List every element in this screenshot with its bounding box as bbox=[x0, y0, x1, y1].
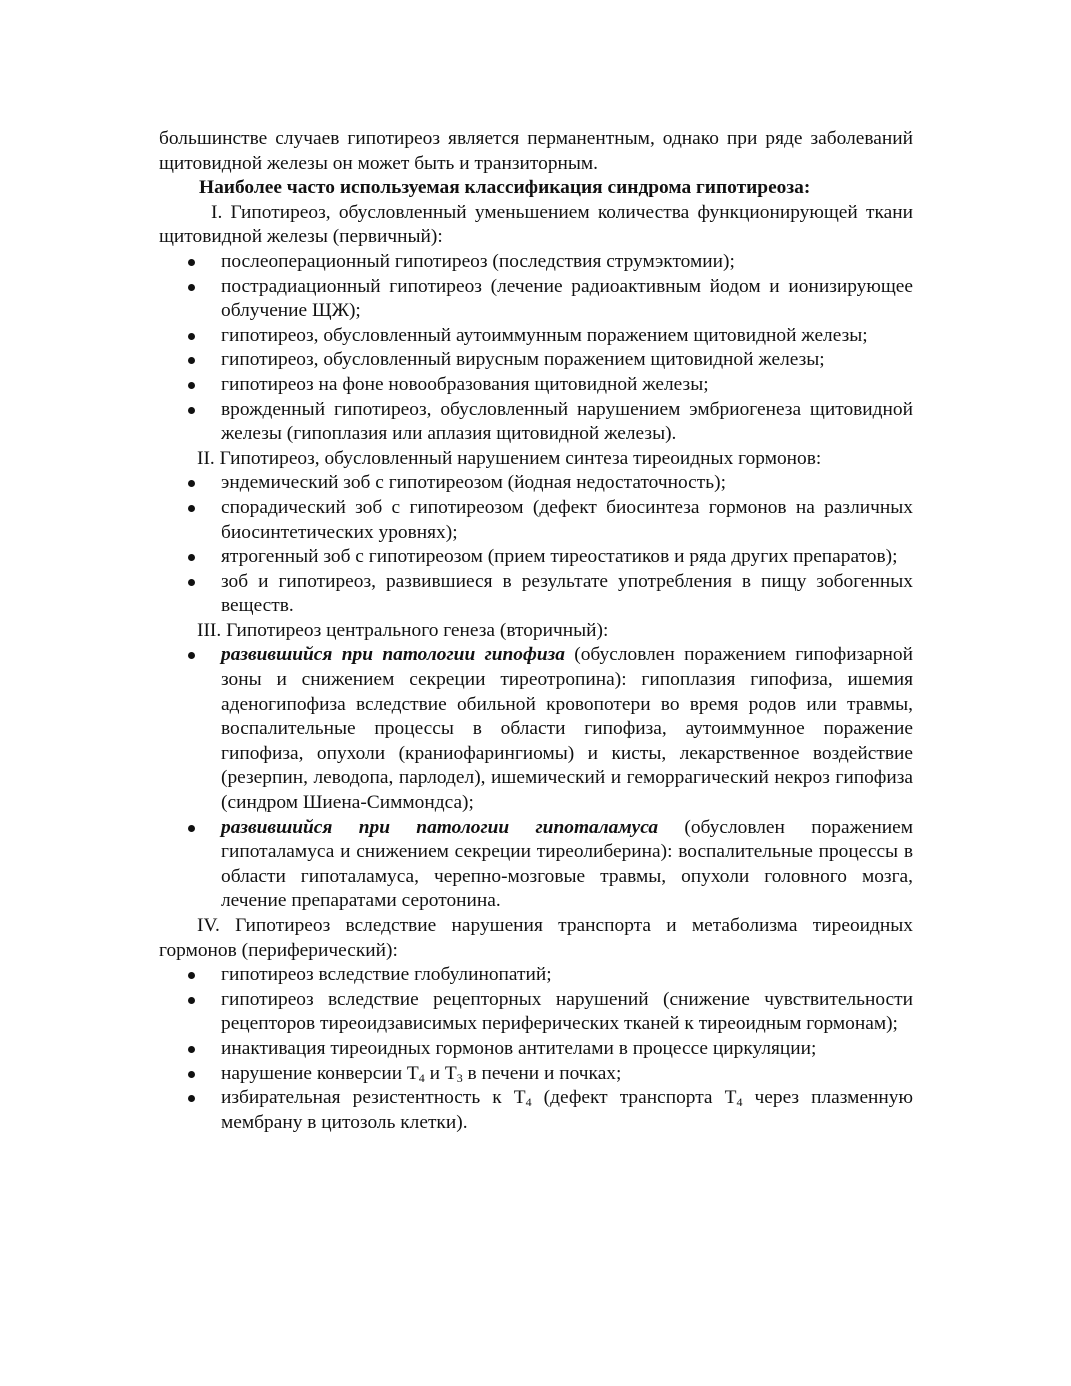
list-item: спорадический зоб с гипотиреозом (дефект биосинтеза гормонов на различных биосинтетических уровнях); bbox=[159, 496, 913, 545]
bullet-icon bbox=[188, 997, 195, 1004]
section-list-peripheral bbox=[159, 963, 913, 1135]
bullet-icon bbox=[188, 1071, 195, 1078]
section-title-peripheral: IV. Гипотиреоз вследствие нарушения транспорта и метаболизма тиреоидных гормонов (периферический): bbox=[159, 915, 913, 961]
bullet-icon bbox=[188, 382, 195, 389]
bullet-icon bbox=[188, 1046, 195, 1053]
bullet-icon bbox=[188, 505, 195, 512]
bullet-icon bbox=[188, 579, 195, 586]
list-item: гипотиреоз вследствие глобулинопатий; bbox=[159, 963, 913, 988]
bullet-icon bbox=[188, 972, 195, 979]
section-list-synthesis bbox=[159, 471, 913, 619]
list-item: врожденный гипотиреоз, обусловленный нарушением эмбриогенеза щитовидной железы (гипоплазия или аплазия щитовидной железы). bbox=[159, 398, 913, 447]
document-page bbox=[159, 127, 913, 1135]
intro-paragraph: большинстве случаев гипотиреоз является перманентным, однако при ряде заболеваний щитовидной железы он может быть и транзиторным. bbox=[159, 128, 913, 174]
list-item: пострадиационный гипотиреоз (лечение радиоактивным йодом и ионизирующее облучение ЩЖ); bbox=[159, 275, 913, 324]
section-list-primary bbox=[159, 250, 913, 447]
bullet-icon bbox=[188, 284, 195, 291]
list-item: развившийся при патологии гипоталамуса (обусловлен поражением гипоталамуса и снижением секреции тиреолиберина): воспалительные процессы в области гипоталамуса, черепно-мозговые травмы, опухоли головного мозга, лечение препаратами серотонина. bbox=[159, 816, 913, 914]
list-item: гипотиреоз на фоне новообразования щитовидной железы; bbox=[159, 373, 913, 398]
bullet-icon bbox=[188, 357, 195, 364]
list-item: нарушение конверсии $Т_4$ и $Т_3$ в печени и почках; bbox=[159, 1062, 913, 1087]
list-item: эндемический зоб с гипотиреозом (йодная недостаточность); bbox=[159, 471, 913, 496]
list-item: гипотиреоз, обусловленный аутоиммунным поражением щитовидной железы; bbox=[159, 324, 913, 349]
bullet-icon bbox=[188, 825, 195, 832]
section-list-central bbox=[159, 643, 913, 914]
list-item: послеоперационный гипотиреоз (последствия струмэктомии); bbox=[159, 250, 913, 275]
bullet-icon bbox=[188, 1095, 195, 1102]
list-item: гипотиреоз, обусловленный вирусным поражением щитовидной железы; bbox=[159, 348, 913, 373]
bullet-icon bbox=[188, 407, 195, 414]
bullet-icon bbox=[188, 554, 195, 561]
section-title-primary: I. Гипотиреоз, обусловленный уменьшением количества функционирующей ткани щитовидной железы (первичный): bbox=[159, 201, 913, 248]
list-item: развившийся при патологии гипофиза (обусловлен поражением гипофизарной зоны и снижением секреции тиреотропина): гипоплазия гипофиза, ишемия аденогипофиза вследствие обильной кровопотери во время родов или травмы, воспалительные процессы в области гипофиза, аутоиммунное поражение гипофиза, опухоли (краниофарингиомы) и кисты, лекарственное воздействие (резерпин, леводопа, парлодел), ишемический и геморрагический некроз гипофиза (синдром Шиена-Симмондса); bbox=[159, 643, 913, 815]
bullet-icon bbox=[188, 480, 195, 487]
section-title-synthesis: II. Гипотиреоз, обусловленный нарушением синтеза тиреоидных гормонов: bbox=[197, 447, 822, 469]
bullet-icon bbox=[188, 333, 195, 340]
bullet-icon bbox=[188, 652, 195, 659]
list-item: инактивация тиреоидных гормонов антителами в процессе циркуляции; bbox=[159, 1037, 913, 1062]
bullet-icon bbox=[188, 259, 195, 266]
emphasis-text: развившийся при патологии гипоталамуса bbox=[221, 816, 659, 838]
classification-heading: Наиболее часто используемая классификация синдрома гипотиреоза: bbox=[199, 177, 811, 199]
list-item: гипотиреоз вследствие рецепторных нарушений (снижение чувствительности рецепторов тиреоидзависимых периферических тканей к тиреоидным гормонам); bbox=[159, 988, 913, 1037]
section-title-central: III. Гипотиреоз центрального генеза (вторичный): bbox=[197, 619, 609, 641]
list-item: ятрогенный зоб с гипотиреозом (прием тиреостатиков и ряда других препаратов); bbox=[159, 545, 913, 570]
list-item: избирательная резистентность к $Т_4$ (дефект транспорта $Т_4$ через плазменную мембрану в цитозоль клетки). bbox=[159, 1086, 913, 1135]
emphasis-text: развившийся при патологии гипофиза bbox=[221, 644, 565, 666]
list-item: зоб и гипотиреоз, развившиеся в результате употребления в пищу зобогенных веществ. bbox=[159, 570, 913, 619]
